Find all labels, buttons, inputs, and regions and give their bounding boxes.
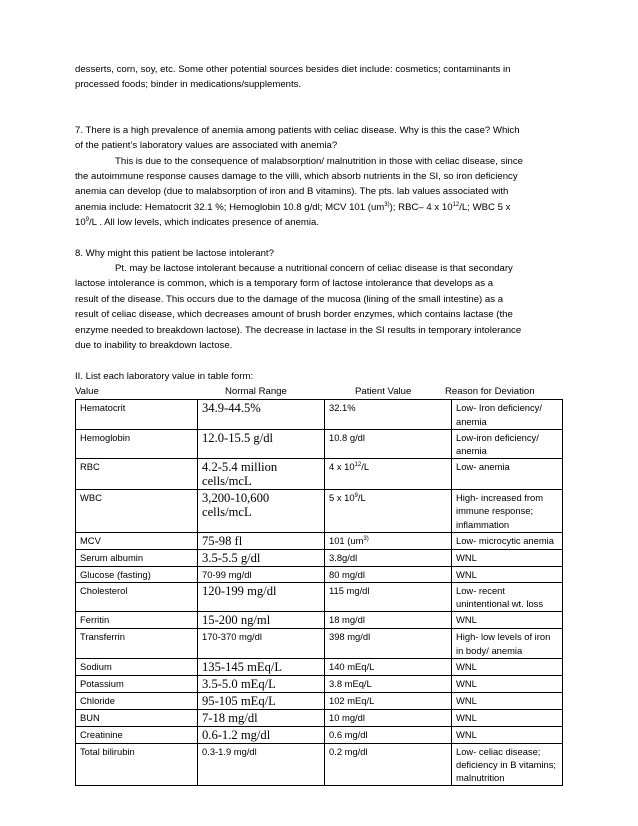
cell-range: 7-18 mg/dl	[198, 709, 325, 726]
table-row	[76, 658, 563, 675]
cell-reason: Low- microcytic anemia	[452, 532, 563, 549]
cell-patient: 3.8 mEq/L	[325, 675, 452, 692]
cell-patient: 4 x $10^{12}/L$	[325, 459, 452, 490]
table-row	[76, 726, 563, 743]
table-row	[76, 400, 563, 429]
answer-7: This is due to the consequence of malabsorption/ malnutrition in those with celiac disease, since	[115, 155, 523, 167]
table-row	[76, 743, 563, 786]
cell-range: 12.0-15.5 g/dl	[198, 429, 325, 458]
table-row	[76, 709, 563, 726]
table-row	[76, 612, 563, 629]
table-row	[76, 490, 563, 533]
answer-8: result of celiac disease, which decreases amount of brush border enzymes, which contains lactase (the	[75, 309, 513, 321]
cell-range: 4.2-5.4 million cells/mcL	[198, 459, 325, 490]
cell-patient: 3.8g/dl	[325, 549, 452, 566]
cell-reason: Low- celiac disease; deficiency in B vitamins; malnutrition	[452, 743, 563, 786]
cell-reason: High- low levels of iron in body/ anemia	[452, 629, 563, 658]
cell-patient: 0.2 mg/dl	[325, 743, 452, 786]
cell-range: 3.5-5.0 mEq/L	[198, 675, 325, 692]
cell-reason: WNL	[452, 566, 563, 582]
cell-value: MCV	[76, 532, 198, 549]
answer-7: $10^9/L$ . All low levels, which indicates presence of anemia.	[75, 217, 320, 229]
answer-7: anemia can develop (due to malabsorption of iron and B vitamins). The pts. lab values associated with	[75, 186, 509, 198]
cell-reason: High- increased from immune response; inflammation	[452, 490, 563, 533]
answer-8: lactose intolerance is common, which is a temporary form of lactose intolerance that develops as a	[75, 278, 494, 290]
document-page	[75, 62, 575, 786]
cell-patient: 140 mEq/L	[325, 658, 452, 675]
cell-value: Creatinine	[76, 726, 198, 743]
answer-7: the autoimmune response causes damage to the villi, which absorb nutrients in the SI, so iron deficiency	[75, 171, 518, 183]
table-row	[76, 692, 563, 709]
table-row	[76, 582, 563, 611]
cell-reason: Low- anemia	[452, 459, 563, 490]
cell-range: 0.6-1.2 mg/dl	[198, 726, 325, 743]
cell-value: Hematocrit	[76, 400, 198, 429]
cell-range: 170-370 mg/dl	[198, 629, 325, 658]
cell-range: 3,200-10,600 cells/mcL	[198, 490, 325, 533]
cell-value: BUN	[76, 709, 198, 726]
table-row	[76, 629, 563, 658]
table-row	[76, 532, 563, 549]
cell-value: Total bilirubin	[76, 743, 198, 786]
question-7: of the patient’s laboratory values are associated with anemia?	[75, 140, 338, 152]
cell-range: 3.5-5.5 g/dl	[198, 549, 325, 566]
table-header	[75, 384, 575, 399]
cell-range: 95-105 mEq/L	[198, 692, 325, 709]
cell-range: 75-98 fl	[198, 532, 325, 549]
cell-patient: 32.1%	[325, 400, 452, 429]
cell-value: Ferritin	[76, 612, 198, 629]
intro-line: desserts, corn, soy, etc. Some other potential sources besides diet include: cosmetics; contaminants in	[75, 64, 511, 75]
section-title: II. List each laboratory value in table form:	[75, 370, 254, 382]
header-reason: Reason for Deviation	[445, 385, 535, 397]
cell-range: 135-145 mEq/L	[198, 658, 325, 675]
cell-value: Glucose (fasting)	[76, 566, 198, 582]
table-row	[76, 566, 563, 582]
cell-reason: WNL	[452, 692, 563, 709]
table-row	[76, 459, 563, 490]
cell-range: 15-200 ng/ml	[198, 612, 325, 629]
cell-reason: WNL	[452, 612, 563, 629]
table-row	[76, 675, 563, 692]
cell-patient: 102 mEq/L	[325, 692, 452, 709]
question-8: 8. Why might this patient be lactose intolerant?	[75, 247, 274, 259]
cell-value: Sodium	[76, 658, 198, 675]
cell-range: 34.9-44.5%	[198, 400, 325, 429]
cell-patient: 101 ($um^{3)}$	[325, 532, 452, 549]
cell-range: 70-99 mg/dl	[198, 566, 325, 582]
cell-value: Cholesterol	[76, 582, 198, 611]
cell-value: WBC	[76, 490, 198, 533]
header-patient-value: Patient Value	[355, 385, 412, 397]
cell-reason: WNL	[452, 658, 563, 675]
cell-reason: WNL	[452, 549, 563, 566]
cell-value: Transferrin	[76, 629, 198, 658]
answer-8: due to inability to breakdown lactose.	[75, 340, 233, 352]
answer-8: enzyme needed to breakdown lactose). The decrease in lactase in the SI results in temporary intolerance	[75, 324, 522, 336]
cell-reason: WNL	[452, 675, 563, 692]
cell-reason: Low- recent unintentional wt. loss	[452, 582, 563, 611]
cell-value: Chloride	[76, 692, 198, 709]
cell-patient: 398 mg/dl	[325, 629, 452, 658]
cell-patient: 10 mg/dl	[325, 709, 452, 726]
cell-range: 120-199 mg/dl	[198, 582, 325, 611]
lab-values-table	[75, 399, 563, 786]
cell-value: Potassium	[76, 675, 198, 692]
header-normal-range: Normal Range	[225, 385, 287, 397]
answer-7: anemia include: Hematocrit 32.1 %; Hemoglobin 10.8 g/dl; MCV 101 $(um^{3)})$; RBC– 4 x $10^{12}/L$; WBC 5 x	[75, 201, 511, 213]
cell-patient: 80 mg/dl	[325, 566, 452, 582]
question-7: 7. There is a high prevalence of anemia among patients with celiac disease. Why is this the case? Which	[75, 124, 520, 136]
cell-reason: Low- Iron deficiency/ anemia	[452, 400, 563, 429]
cell-reason: WNL	[452, 709, 563, 726]
cell-value: RBC	[76, 459, 198, 490]
cell-patient: 18 mg/dl	[325, 612, 452, 629]
cell-patient: 5 x $10^9/L$	[325, 490, 452, 533]
cell-range: 0.3-1.9 mg/dl	[198, 743, 325, 786]
cell-patient: 115 mg/dl	[325, 582, 452, 611]
answer-8: result of the disease. This occurs due to the damage of the mucosa (lining of the small intestine) as a	[75, 293, 504, 305]
cell-patient: 0.6 mg/dl	[325, 726, 452, 743]
header-value: Value	[75, 385, 99, 397]
answer-8: Pt. may be lactose intolerant because a nutritional concern of celiac disease is that secondary	[115, 263, 513, 275]
cell-reason: WNL	[452, 726, 563, 743]
table-row	[76, 429, 563, 458]
cell-value: Hemoglobin	[76, 429, 198, 458]
cell-value: Serum albumin	[76, 549, 198, 566]
table-row	[76, 549, 563, 566]
cell-reason: Low-iron deficiency/ anemia	[452, 429, 563, 458]
cell-patient: 10.8 g/dl	[325, 429, 452, 458]
intro-line: processed foods; binder in medications/supplements.	[75, 79, 302, 91]
